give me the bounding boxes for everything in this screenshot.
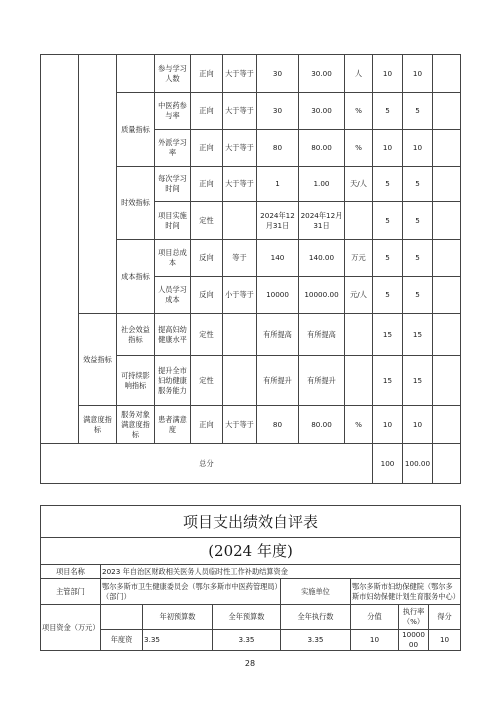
actual-value: 80.00 [299, 406, 345, 444]
level3-indicator: 每次学习时间 [155, 167, 191, 202]
weight-cell: 5 [373, 277, 403, 314]
operator-cell: 大于等于 [223, 406, 257, 444]
level2-indicator: 时效指标 [117, 167, 155, 240]
operator-cell: 大于等于 [223, 93, 257, 130]
actual-value: 有所提高 [299, 314, 345, 356]
direction-cell: 定性 [191, 202, 223, 240]
level3-indicator: 人员学习成本 [155, 277, 191, 314]
impl-unit-label: 实施单位 [281, 579, 351, 605]
unit-cell: 人 [345, 55, 373, 93]
value-score-value: 10 [351, 630, 399, 651]
weight-cell: 10 [373, 406, 403, 444]
value-score: 10 [429, 630, 461, 651]
level1-indicator [79, 55, 117, 314]
weight-cell: 5 [373, 167, 403, 202]
level2-indicator: 社会效益指标 [117, 314, 155, 356]
target-value: 有所提升 [257, 356, 299, 406]
total-weight: 100 [373, 444, 403, 484]
level3-indicator: 提升全市妇幼健康服务能力 [155, 356, 191, 406]
note-cell [433, 167, 461, 202]
value-budget-initial: 3.35 [143, 630, 213, 651]
score-cell: 15 [403, 356, 433, 406]
target-value: 有所提高 [257, 314, 299, 356]
unit-cell: % [345, 406, 373, 444]
level3-indicator: 提高妇幼健康水平 [155, 314, 191, 356]
total-label: 总分 [41, 444, 373, 484]
unit-cell: 天/人 [345, 167, 373, 202]
value-exec: 3.35 [281, 630, 351, 651]
self-evaluation-form [40, 505, 461, 651]
score-cell: 5 [403, 93, 433, 130]
level1-indicator: 效益指标 [79, 314, 117, 406]
total-note [433, 444, 461, 484]
level2-indicator [117, 55, 155, 93]
direction-cell: 定性 [191, 314, 223, 356]
impl-unit-value: 鄂尔多斯市妇幼保健院（鄂尔多斯市妇幼保健计划生育服务中心） [351, 579, 461, 605]
note-cell [433, 314, 461, 356]
level3-indicator: 项目总成本 [155, 240, 191, 277]
note-cell [433, 406, 461, 444]
header-budget-full: 全年预算数 [213, 605, 281, 630]
operator-cell [223, 202, 257, 240]
weight-cell: 5 [373, 240, 403, 277]
level3-indicator: 参与学习人数 [155, 55, 191, 93]
level3-indicator: 中医药参与率 [155, 93, 191, 130]
note-cell [433, 202, 461, 240]
operator-cell: 等于 [223, 240, 257, 277]
direction-cell: 正向 [191, 406, 223, 444]
page-number: 28 [244, 659, 256, 668]
score-cell: 15 [403, 314, 433, 356]
target-value: 30 [257, 93, 299, 130]
level1-indicator: 满意度指标 [79, 406, 117, 444]
operator-cell [223, 314, 257, 356]
note-cell [433, 356, 461, 406]
unit-cell [345, 356, 373, 406]
performance-indicator-table [40, 54, 461, 484]
unit-cell: 元/人 [345, 277, 373, 314]
total-row [41, 444, 461, 484]
level3-indicator: 项目实施时间 [155, 202, 191, 240]
weight-cell: 10 [373, 55, 403, 93]
dept-value: 鄂尔多斯市卫生健康委员会（鄂尔多斯市中医药管理局）（部门） [101, 579, 281, 605]
target-value: 2024年12月31日 [257, 202, 299, 240]
score-cell: 5 [403, 202, 433, 240]
unit-cell [345, 314, 373, 356]
operator-cell: 大于等于 [223, 167, 257, 202]
unit-cell: 万元 [345, 240, 373, 277]
dept-label: 主管部门 [41, 579, 101, 605]
score-cell: 5 [403, 167, 433, 202]
actual-value: 10000.00 [299, 277, 345, 314]
direction-cell: 定性 [191, 356, 223, 406]
total-score: 100.00 [403, 444, 433, 484]
fund-label: 项目资金（万元） [41, 605, 101, 651]
operator-cell: 小于等于 [223, 277, 257, 314]
actual-value: 30.00 [299, 93, 345, 130]
indicator-row [41, 314, 461, 356]
weight-cell: 10 [373, 130, 403, 167]
target-value: 140 [257, 240, 299, 277]
level2-indicator: 服务对象满意度指标 [117, 406, 155, 444]
note-cell [433, 55, 461, 93]
weight-cell: 15 [373, 356, 403, 406]
direction-cell: 正向 [191, 167, 223, 202]
actual-value: 140.00 [299, 240, 345, 277]
header-rate: 执行率（%） [399, 605, 429, 630]
note-cell [433, 240, 461, 277]
level3-indicator: 外派学习率 [155, 130, 191, 167]
score-cell: 10 [403, 130, 433, 167]
actual-value: 有所提升 [299, 356, 345, 406]
actual-value: 30.00 [299, 55, 345, 93]
value-rate: 1000000 [399, 630, 429, 651]
note-cell [433, 277, 461, 314]
level2-indicator: 可持续影响指标 [117, 356, 155, 406]
level2-indicator: 成本指标 [117, 240, 155, 314]
target-value: 10000 [257, 277, 299, 314]
direction-cell: 正向 [191, 93, 223, 130]
target-value: 80 [257, 130, 299, 167]
value-budget-full: 3.35 [213, 630, 281, 651]
actual-value: 2024年12月31日 [299, 202, 345, 240]
unit-cell: % [345, 130, 373, 167]
header-score-value: 分值 [351, 605, 399, 630]
direction-cell: 正向 [191, 55, 223, 93]
header-exec: 全年执行数 [281, 605, 351, 630]
level3-indicator: 患者满意度 [155, 406, 191, 444]
fund-row-label: 年度资 [101, 630, 143, 651]
target-value: 30 [257, 55, 299, 93]
score-cell: 5 [403, 240, 433, 277]
project-name-label: 项目名称 [41, 565, 101, 579]
weight-cell: 15 [373, 314, 403, 356]
target-value: 80 [257, 406, 299, 444]
project-name-value: 2023 年自治区财政相关医务人员临时性工作补助结算资金 [101, 565, 461, 579]
direction-cell: 正向 [191, 130, 223, 167]
note-cell [433, 130, 461, 167]
actual-value: 1.00 [299, 167, 345, 202]
header-spacer [101, 605, 143, 630]
weight-cell: 5 [373, 202, 403, 240]
score-cell: 10 [403, 406, 433, 444]
indicator-row [41, 55, 461, 93]
indicator-row [41, 406, 461, 444]
weight-cell: 5 [373, 93, 403, 130]
form-title: 项目支出绩效自评表 [41, 506, 461, 538]
unit-cell: % [345, 93, 373, 130]
target-value: 1 [257, 167, 299, 202]
operator-cell: 大于等于 [223, 55, 257, 93]
operator-cell [223, 356, 257, 406]
unit-cell [345, 202, 373, 240]
actual-value: 80.00 [299, 130, 345, 167]
form-year: (2024 年度) [41, 538, 461, 565]
score-cell: 5 [403, 277, 433, 314]
score-cell: 10 [403, 55, 433, 93]
header-score: 得分 [429, 605, 461, 630]
note-cell [433, 93, 461, 130]
level2-indicator: 质量指标 [117, 93, 155, 167]
blank-cell [41, 55, 79, 444]
direction-cell: 反向 [191, 277, 223, 314]
direction-cell: 反向 [191, 240, 223, 277]
operator-cell: 大于等于 [223, 130, 257, 167]
header-budget-initial: 年初预算数 [143, 605, 213, 630]
